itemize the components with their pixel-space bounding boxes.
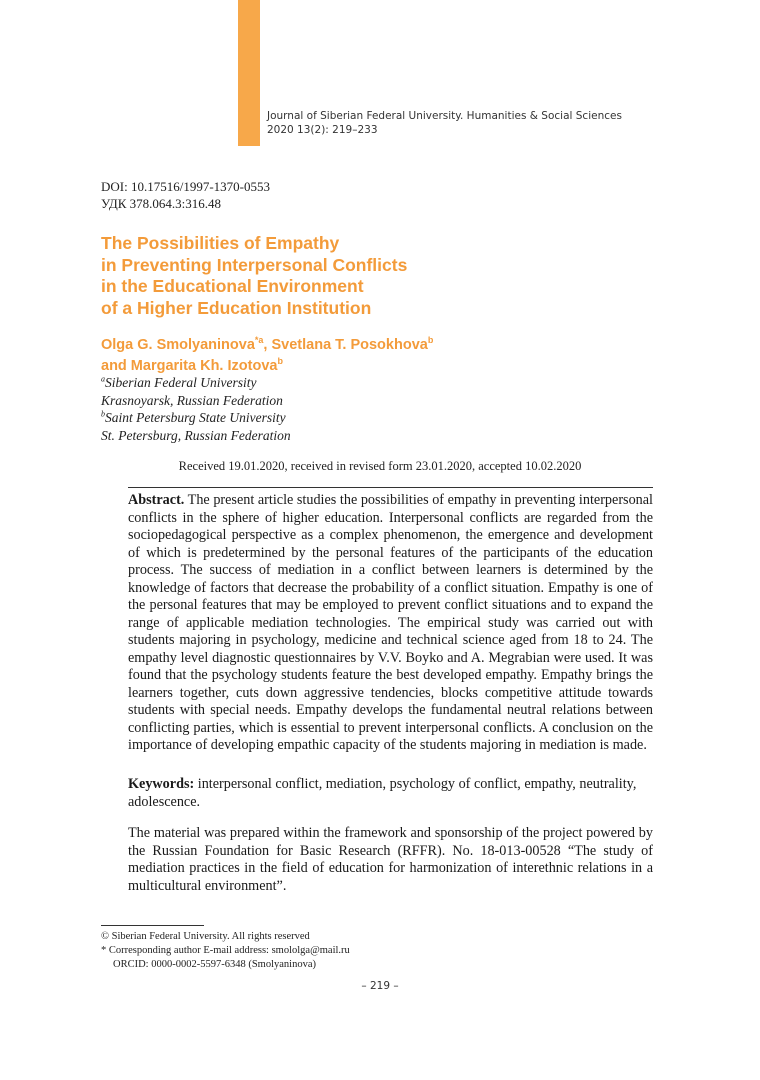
keywords-label: Keywords: — [128, 776, 195, 792]
footnote-divider — [101, 925, 204, 926]
abstract — [128, 492, 653, 755]
doi: DOI: 10.17516/1997-1370-0553 — [101, 179, 270, 194]
title-line: of a Higher Education Institution — [101, 297, 372, 318]
affiliation-a — [101, 374, 291, 392]
affiliation-mark: b — [101, 409, 105, 419]
journal-name: Journal of Siberian Federal University. Humanities & Social Sciences — [267, 110, 622, 122]
author-list — [101, 335, 581, 377]
affiliations — [101, 374, 291, 444]
funding-statement: The material was prepared within the framework and sponsorship of the project powered by the Russian Foundation for Basic Research (RFFR). No. 18-013-00528 “The study of mediation practices in the field of education for harmonization of interethnic relations in a multicultural environment”. — [128, 825, 653, 894]
title-line: The Possibilities of Empathy — [101, 233, 340, 253]
abstract-divider — [128, 487, 653, 488]
affiliation-name: Siberian Federal University — [105, 375, 257, 390]
keywords-text: interpersonal conflict, mediation, psychology of conflict, empathy, neutrality, adolescence. — [128, 776, 637, 810]
page-number: – 219 – — [361, 980, 399, 992]
affiliation-b — [101, 409, 291, 427]
author-affiliation-mark: b — [277, 356, 283, 367]
author-affiliation-mark: *a — [254, 335, 264, 346]
abstract-label: Abstract. — [128, 492, 185, 508]
title-line: in Preventing Interpersonal Conflicts — [101, 254, 408, 275]
copyright-note: © Siberian Federal University. All rights reserved — [101, 931, 310, 942]
author-name: and Margarita Kh. Izotova — [101, 358, 278, 374]
affiliation-name: Saint Petersburg State University — [105, 410, 286, 425]
received-dates: Received 19.01.2020, received in revised form 23.01.2020, accepted 10.02.2020 — [178, 459, 582, 473]
affiliation-a-city: Krasnoyarsk, Russian Federation — [101, 392, 283, 408]
orcid-note: ORCID: 0000-0002-5597-6348 (Smolyaninova) — [113, 959, 316, 970]
author-name: Olga G. Smolyaninova — [101, 337, 255, 353]
journal-issue: 2020 13(2): 219–233 — [267, 123, 378, 136]
affiliation-b-city: St. Petersburg, Russian Federation — [101, 427, 291, 443]
corresponding-author-note: * Corresponding author E-mail address: smololga@mail.ru — [101, 945, 350, 956]
author-name: Svetlana T. Posokhova — [271, 337, 428, 353]
affiliation-mark: a — [101, 374, 105, 384]
footnotes — [101, 930, 350, 972]
authors-line-1 — [101, 335, 581, 356]
journal-info — [267, 110, 622, 137]
author-affiliation-mark: b — [427, 335, 434, 346]
keywords — [128, 776, 653, 811]
author-separator: , — [263, 337, 272, 353]
abstract-text: The present article studies the possibilities of empathy in preventing interpersonal conflicts in the sphere of higher education. Interpersonal conflicts are regarded from the sociopedagogical perspective as a complex phenomenon, the emergence and development of which is predetermined by the personal features of the participants of the education process. The success of mediation in a conflict between learners is determined by the knowledge of factors that decrease the probability of a conflict situation. Empathy is one of the personal features that may be employed to prevent conflict situations and to expand the range of applicable mediation technologies. The empirical study was carried out with students majoring in psychology, medicine and technical science aged from 18 to 24. The empathy level diagnostic questionnaires by V.V. Boyko and A. Megrabian were used. It was found that the psychology students feature the best developed empathy. Empathy brings the learners together, cuts down aggressive tendencies, blocks competitive attitude towards students with special needs. Empathy develops the fundamental neutral relations between conflicting parties, which is essential to prevent interpersonal conflicts. A conclusion on the importance of developing empathic capacity of the students majoring in mediation is made. — [128, 492, 653, 753]
header-accent-bar — [238, 0, 260, 146]
title-line: in the Educational Environment — [101, 276, 364, 296]
article-title — [101, 233, 521, 319]
article-identifiers — [101, 178, 270, 212]
udk: УДК 378.064.3:316.48 — [101, 196, 222, 211]
